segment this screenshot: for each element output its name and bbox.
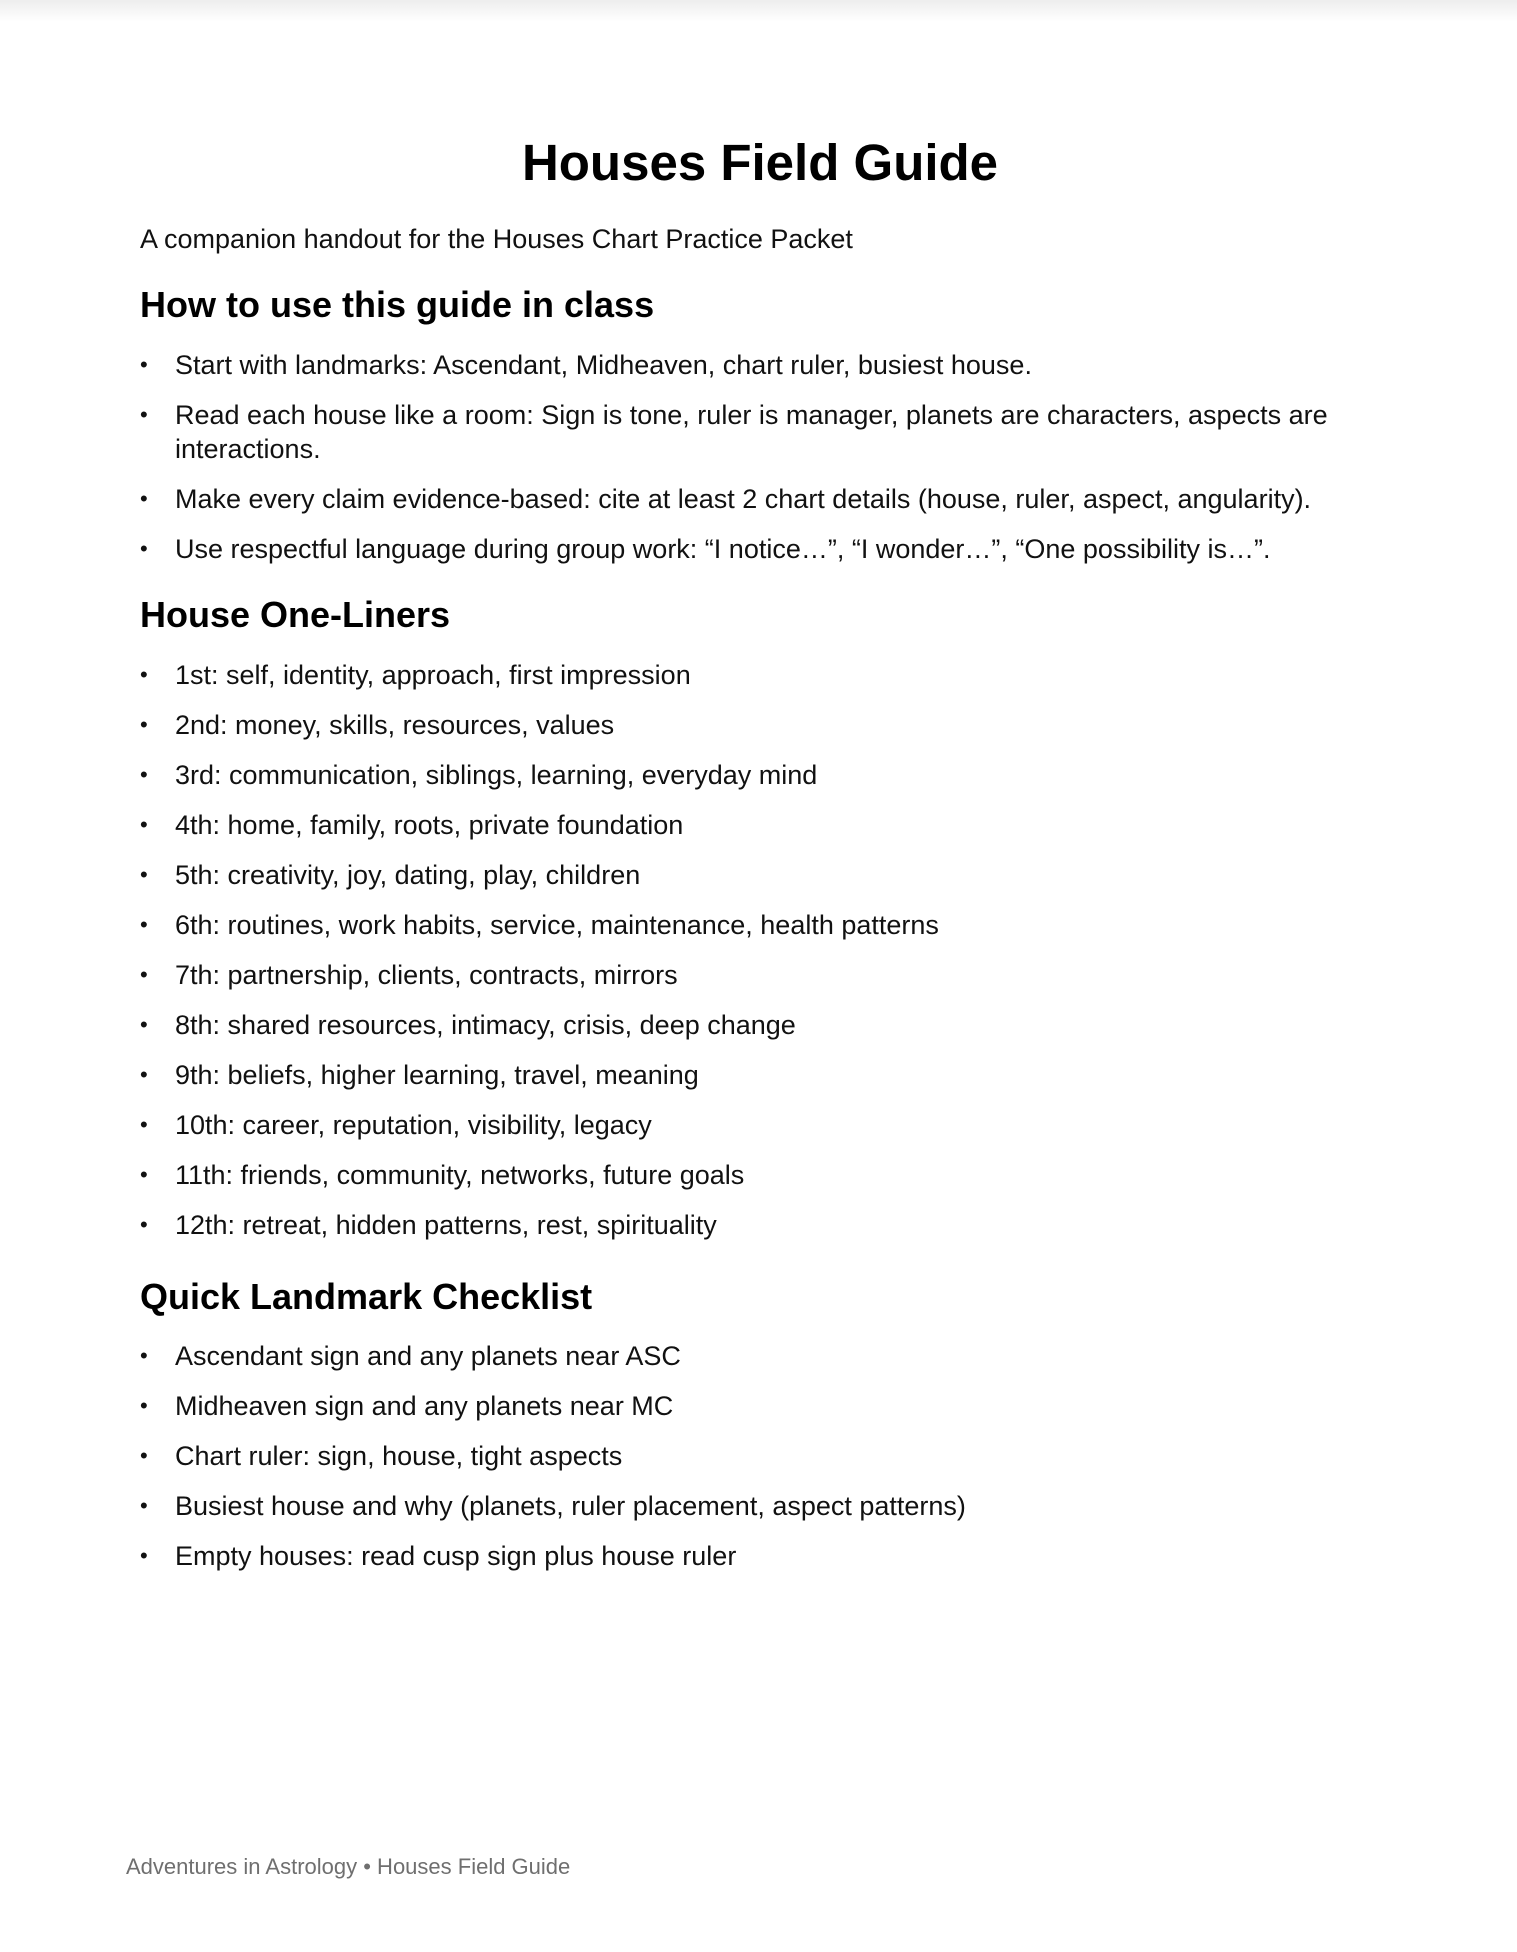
bullet-icon: • bbox=[140, 1162, 148, 1187]
list-item-text: Start with landmarks: Ascendant, Midheaven, chart ruler, busiest house. bbox=[175, 350, 1032, 380]
list-item bbox=[140, 482, 1340, 516]
list-item bbox=[140, 1058, 1340, 1092]
bullet-icon: • bbox=[140, 1343, 148, 1368]
bullet-icon: • bbox=[140, 1493, 148, 1518]
bullet-icon: • bbox=[140, 402, 148, 427]
bullet-icon: • bbox=[140, 812, 148, 837]
bullet-icon: • bbox=[140, 962, 148, 987]
list-item-text: 12th: retreat, hidden patterns, rest, spirituality bbox=[175, 1210, 717, 1240]
list-item-text: 4th: home, family, roots, private foundation bbox=[175, 810, 684, 840]
document-subtitle: A companion handout for the Houses Chart Practice Packet bbox=[140, 224, 853, 254]
bullet-icon: • bbox=[140, 662, 148, 687]
bullet-icon: • bbox=[140, 536, 148, 561]
house-one-liners-list bbox=[140, 658, 1340, 1258]
bullet-icon: • bbox=[140, 862, 148, 887]
list-item-text: Chart ruler: sign, house, tight aspects bbox=[175, 1441, 623, 1471]
list-item-text: 2nd: money, skills, resources, values bbox=[175, 710, 615, 740]
list-item-text: Ascendant sign and any planets near ASC bbox=[175, 1341, 681, 1371]
list-item bbox=[140, 908, 1340, 942]
page-top-shadow bbox=[0, 0, 1517, 22]
bullet-icon: • bbox=[140, 1012, 148, 1037]
list-item bbox=[140, 708, 1340, 742]
list-item-text: 11th: friends, community, networks, future goals bbox=[175, 1160, 745, 1190]
bullet-icon: • bbox=[140, 762, 148, 787]
list-item bbox=[140, 1208, 1340, 1242]
list-item bbox=[140, 1439, 1340, 1473]
bullet-icon: • bbox=[140, 912, 148, 937]
bullet-icon: • bbox=[140, 1112, 148, 1137]
bullet-icon: • bbox=[140, 1062, 148, 1087]
list-item-text: Midheaven sign and any planets near MC bbox=[175, 1391, 674, 1421]
how-to-use-list bbox=[140, 348, 1340, 582]
list-item-text: 3rd: communication, siblings, learning, everyday mind bbox=[175, 760, 818, 790]
list-item-text: Read each house like a room: Sign is tone, ruler is manager, planets are characters, aspects are interactions. bbox=[175, 400, 1328, 464]
list-item-text: 8th: shared resources, intimacy, crisis, deep change bbox=[175, 1010, 796, 1040]
list-item-text: 9th: beliefs, higher learning, travel, meaning bbox=[175, 1060, 699, 1090]
list-item bbox=[140, 398, 1340, 466]
page-footer: Adventures in Astrology • Houses Field Guide bbox=[126, 1854, 571, 1879]
list-item bbox=[140, 808, 1340, 842]
list-item bbox=[140, 1339, 1340, 1373]
list-item bbox=[140, 858, 1340, 892]
section-heading-house-one-liners: House One-Liners bbox=[140, 594, 451, 635]
list-item bbox=[140, 532, 1340, 566]
bullet-icon: • bbox=[140, 352, 148, 377]
list-item-text: Make every claim evidence-based: cite at least 2 chart details (house, ruler, aspect, angularity). bbox=[175, 484, 1312, 514]
bullet-icon: • bbox=[140, 1393, 148, 1418]
document-title: Houses Field Guide bbox=[521, 134, 999, 191]
list-item bbox=[140, 758, 1340, 792]
landmark-checklist-list bbox=[140, 1339, 1340, 1589]
section-heading-landmark-checklist: Quick Landmark Checklist bbox=[140, 1276, 593, 1317]
list-item bbox=[140, 658, 1340, 692]
list-item bbox=[140, 1158, 1340, 1192]
list-item bbox=[140, 1008, 1340, 1042]
list-item-text: 10th: career, reputation, visibility, legacy bbox=[175, 1110, 652, 1140]
list-item bbox=[140, 958, 1340, 992]
list-item-text: 5th: creativity, joy, dating, play, children bbox=[175, 860, 641, 890]
list-item bbox=[140, 1389, 1340, 1423]
list-item bbox=[140, 1539, 1340, 1573]
list-item bbox=[140, 1108, 1340, 1142]
list-item-text: Empty houses: read cusp sign plus house ruler bbox=[175, 1541, 737, 1571]
bullet-icon: • bbox=[140, 1212, 148, 1237]
list-item-text: Busiest house and why (planets, ruler placement, aspect patterns) bbox=[175, 1491, 966, 1521]
section-heading-how-to-use: How to use this guide in class bbox=[140, 284, 655, 325]
list-item-text: Use respectful language during group work: “I notice…”, “I wonder…”, “One possibility is…”. bbox=[175, 534, 1271, 564]
bullet-icon: • bbox=[140, 1543, 148, 1568]
bullet-icon: • bbox=[140, 486, 148, 511]
bullet-icon: • bbox=[140, 1443, 148, 1468]
list-item bbox=[140, 348, 1340, 382]
list-item-text: 6th: routines, work habits, service, maintenance, health patterns bbox=[175, 910, 939, 940]
list-item-text: 1st: self, identity, approach, first impression bbox=[175, 660, 691, 690]
list-item bbox=[140, 1489, 1340, 1523]
list-item-text: 7th: partnership, clients, contracts, mirrors bbox=[175, 960, 678, 990]
bullet-icon: • bbox=[140, 712, 148, 737]
